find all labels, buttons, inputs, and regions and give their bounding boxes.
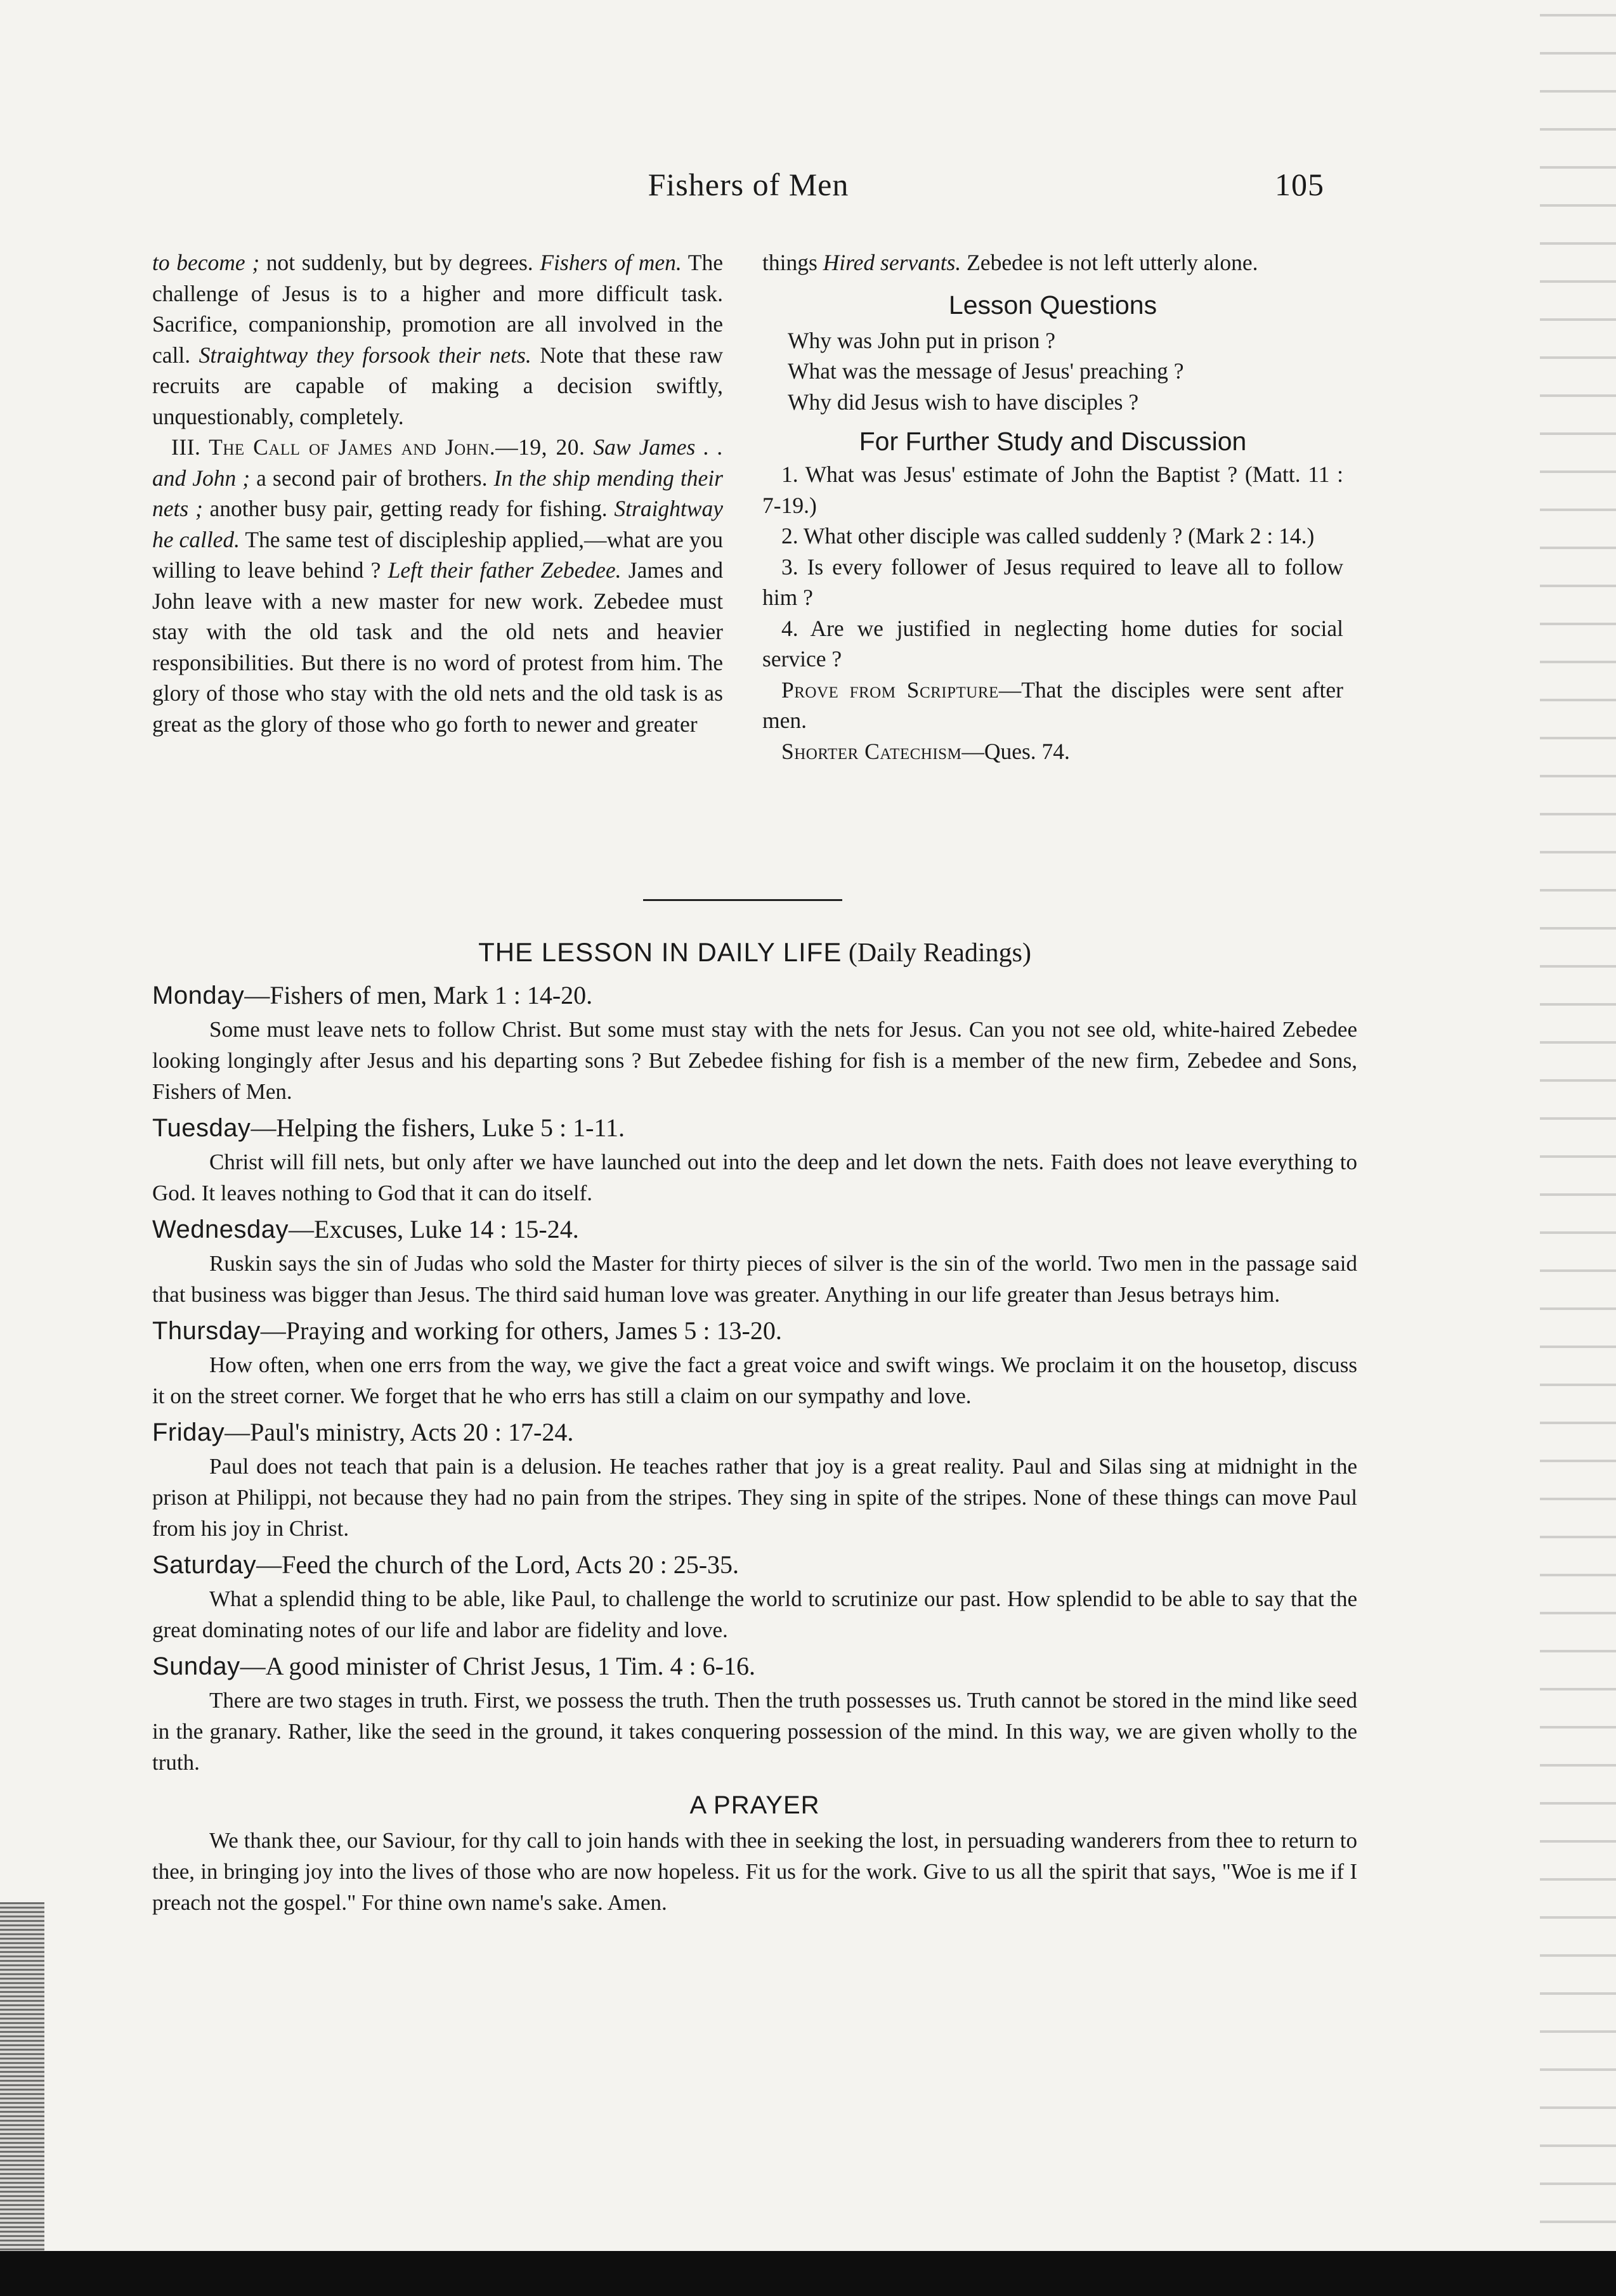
- reading-title: [152, 1547, 1357, 1583]
- paragraph-text: James and John leave with a new master for new work. Zebedee must stay with the old task and the old nets and heavier responsibilities. But there is no word of protest from him. The glory of those who stay with the old nets and the old task is as great as the glory of those who go forth to newer and greater: [152, 557, 724, 737]
- study-item: 2. What other disciple was called suddenly ? (Mark 2 : 14.): [781, 523, 1315, 548]
- lesson-questions-heading: Lesson Questions: [948, 290, 1157, 320]
- left-column: [152, 247, 723, 739]
- paragraph-text: another busy pair, getting ready for fishing.: [202, 496, 615, 521]
- reading-day: Saturday: [152, 1551, 257, 1579]
- continuation-paragraph: [762, 247, 1343, 278]
- paragraph-text: The same test of discipleship applied,—what are you willing to leave behind ?: [152, 526, 723, 583]
- scan-binding-artifact: [0, 1902, 44, 2257]
- study-item: 3. Is every follower of Jesus required to leave all to follow him ?: [762, 554, 1343, 610]
- italic-phrase: In the ship mending their nets ;: [152, 465, 723, 521]
- reading-day: Friday: [152, 1418, 225, 1446]
- reading-title: [152, 1211, 1357, 1248]
- study-item: 1. What was Jesus' estimate of John the Baptist ? (Matt. 11 : 7-19.): [762, 462, 1343, 518]
- daily-life-section: [152, 931, 1357, 1918]
- scan-bottom-border: [0, 2251, 1616, 2296]
- paragraph-text: things: [762, 250, 823, 275]
- study-item: 4. Are we justified in neglecting home duties for social service ?: [762, 615, 1343, 671]
- daily-life-subtitle: (Daily Readings): [848, 938, 1031, 968]
- reading-title: [152, 1648, 1357, 1685]
- commentary-paragraph: [152, 247, 723, 432]
- italic-phrase: to become ;: [152, 250, 260, 275]
- italic-phrase: Left their father Zebedee.: [388, 557, 622, 583]
- reading-day: Wednesday: [152, 1216, 289, 1243]
- paragraph-text: not suddenly, but by degrees.: [259, 250, 540, 275]
- reading-body: What a splendid thing to be able, like Paul, to challenge the world to scrutinize our past. How splendid to be able to say that the great dominating notes of our life and labor are fidelity and love.: [152, 1586, 1357, 1642]
- right-column: [762, 247, 1343, 767]
- section-divider: [643, 899, 842, 901]
- reading-reference: —Paul's ministry, Acts 20 : 17-24.: [225, 1418, 574, 1446]
- reading-title: [152, 1313, 1357, 1349]
- reading-day: Tuesday: [152, 1114, 251, 1142]
- reading-day: Monday: [152, 982, 245, 1009]
- reading-body: Christ will fill nets, but only after we have launched out into the deep and let down the nets. Faith does not leave everything to God. It leaves nothing to God that it can do itself.: [152, 1150, 1357, 1205]
- page-number: 105: [1275, 167, 1324, 202]
- prove-from-scripture: [762, 675, 1343, 736]
- scan-edge-artifact: [1540, 0, 1616, 2245]
- reading-reference: —Praying and working for others, James 5 : 13-20.: [260, 1316, 782, 1345]
- catechism-label: Shorter Catechism: [781, 738, 962, 764]
- reading-reference: —A good minister of Christ Jesus, 1 Tim. 4 : 6-16.: [240, 1652, 755, 1680]
- daily-life-heading: [152, 931, 1357, 975]
- running-head-title: Fishers of Men: [648, 167, 849, 202]
- prayer-body: We thank thee, our Saviour, for thy call to join hands with thee in seeking the lost, in persuading wanderers from thee to return to thee, in bringing joy into the lives of those who are now hopeless. Fit us for the work. Give to us all the spirit that says, "Woe is me if I preach not the gospel." For thine own name's sake. Amen.: [152, 1828, 1357, 1915]
- reading-body: How often, when one errs from the way, we give the fact a great voice and swift wings. We proclaim it on the housetop, discuss it on the street corner. We forget that he who errs has still a claim on our sympathy and love.: [152, 1352, 1357, 1408]
- paragraph-text: Zebedee is not left utterly alone.: [961, 250, 1258, 275]
- italic-phrase: Straightway he called.: [152, 496, 723, 552]
- italic-phrase: Hired servants.: [823, 250, 961, 275]
- paragraph-text: a second pair of brothers.: [250, 465, 494, 491]
- prove-label: Prove from Scripture: [781, 677, 999, 703]
- section-heading: III. The Call of James and John.—19, 20.: [171, 434, 585, 460]
- reading-day: Thursday: [152, 1317, 261, 1345]
- italic-phrase: Straightway they forsook their nets.: [199, 342, 531, 368]
- reading-reference: —Fishers of men, Mark 1 : 14-20.: [244, 981, 593, 1009]
- further-study-heading: For Further Study and Discussion: [859, 427, 1247, 456]
- daily-life-title: THE LESSON IN DAILY LIFE: [478, 937, 842, 967]
- reading-title: [152, 977, 1357, 1014]
- reading-reference: —Feed the church of the Lord, Acts 20 : 25-35.: [256, 1550, 740, 1579]
- lesson-questions-list: [788, 325, 1343, 418]
- commentary-paragraph: [152, 432, 723, 739]
- prayer-heading: A PRAYER: [689, 1791, 820, 1819]
- question-item: Why did Jesus wish to have disciples ?: [788, 389, 1139, 415]
- question-item: Why was John put in prison ?: [788, 327, 1056, 353]
- paragraph-text: Note that these raw recruits are capable of making a decision swiftly, unquestionably, completely.: [152, 342, 723, 429]
- reading-title: [152, 1414, 1357, 1451]
- shorter-catechism: [762, 736, 1343, 767]
- reading-body: Some must leave nets to follow Christ. But some must stay with the nets for Jesus. Can you not see old, white-haired Zebedee looking longingly after Jesus and his departing sons ? But Zebedee fishing for fish is a member of the new firm, Zebedee and Sons, Fishers of Men.: [152, 1017, 1357, 1104]
- reading-reference: —Helping the fishers, Luke 5 : 1-11.: [251, 1113, 625, 1142]
- reading-day: Sunday: [152, 1652, 240, 1680]
- paragraph-text: The challenge of Jesus is to a higher and more difficult task. Sacrifice, companionship, promotion are all involved in the call.: [152, 250, 724, 368]
- reading-body: Paul does not teach that pain is a delusion. He teaches rather that joy is a great reality. Paul and Silas sing at midnight in the prison at Philippi, not because they had no pain from the stripes. They sing in spite of the stripes. None of these things can move Paul from his joy in Christ.: [152, 1454, 1357, 1541]
- italic-phrase: Saw James . . and John ;: [152, 434, 723, 491]
- reading-body: There are two stages in truth. First, we possess the truth. Then the truth possesses us. Truth cannot be stored in the mind like seed in the granary. Rather, like the seed in the ground, it takes conquering possession of the mind. In this way, we are given wholly to the truth.: [152, 1688, 1357, 1775]
- prove-text: —That the disciples were sent after men.: [762, 677, 1343, 733]
- reading-title: [152, 1110, 1357, 1146]
- catechism-text: —Ques. 74.: [961, 738, 1070, 764]
- italic-phrase: Fishers of men.: [540, 250, 682, 275]
- reading-reference: —Excuses, Luke 14 : 15-24.: [289, 1215, 579, 1243]
- reading-body: Ruskin says the sin of Judas who sold the Master for thirty pieces of silver is the sin of the world. Two men in the passage said that business was bigger than Jesus. The third said human love was greater. Anything in our life greater than Jesus betrays him.: [152, 1251, 1357, 1307]
- question-item: What was the message of Jesus' preaching ?: [788, 358, 1184, 384]
